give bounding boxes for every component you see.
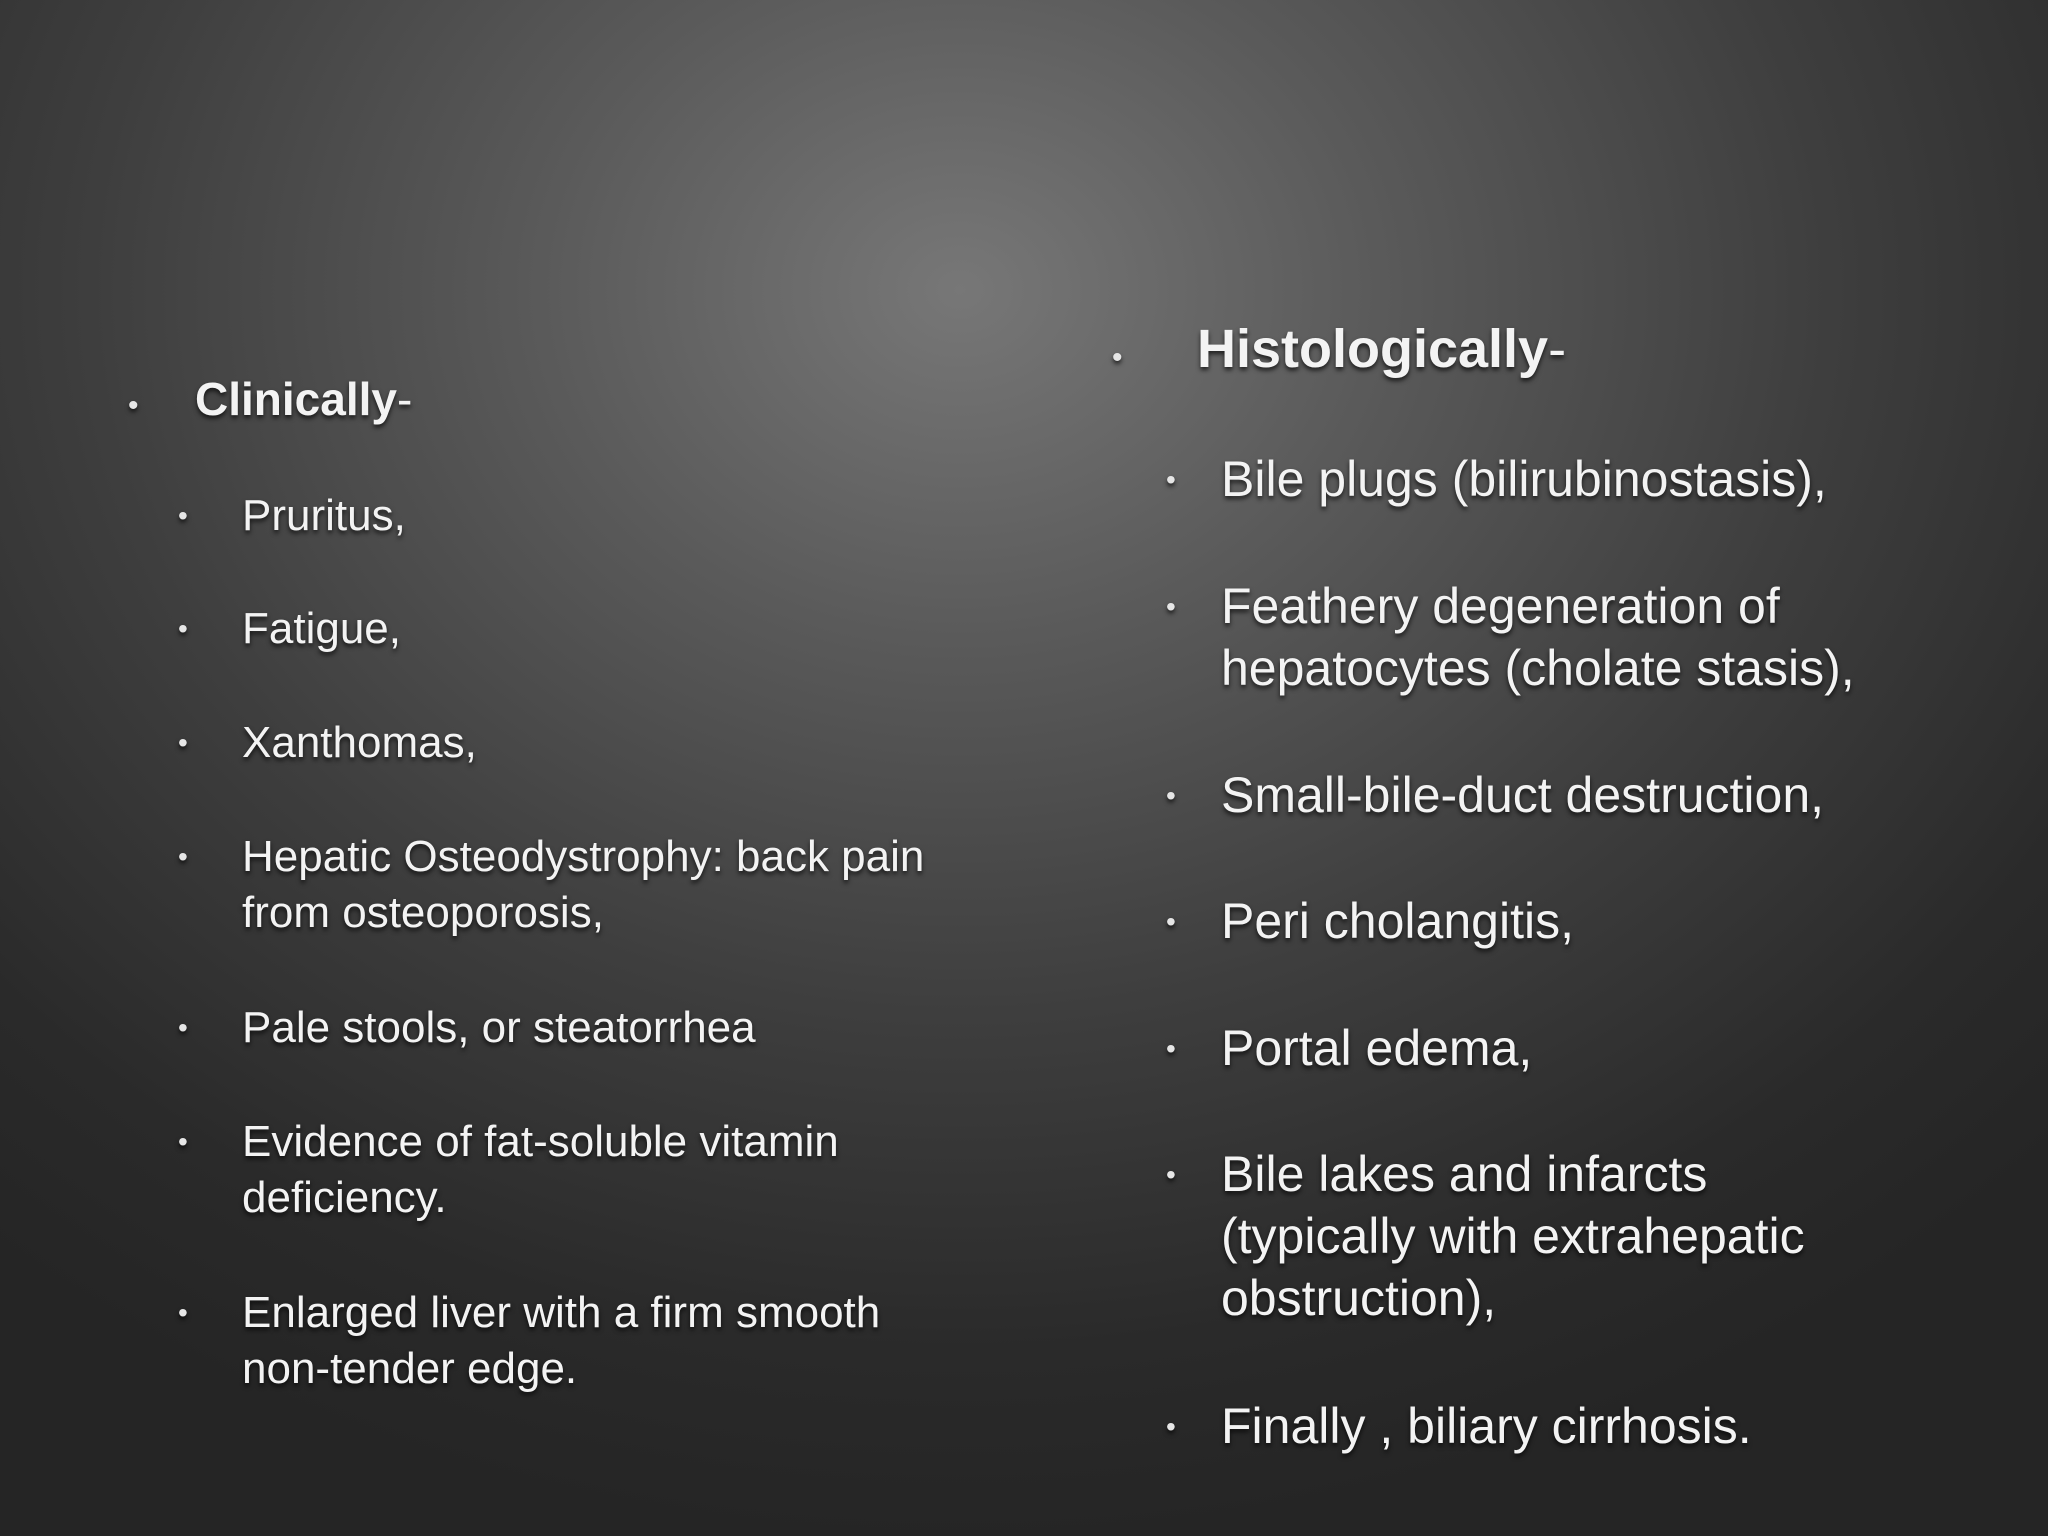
histologically-heading: [1112, 318, 1566, 380]
clinically-heading: [128, 372, 412, 426]
bullet-icon: •: [178, 727, 188, 758]
histology-item-text: Portal edema,: [1221, 1020, 1533, 1076]
clinical-item-text: Evidence of fat-soluble vitamin deficiency.: [242, 1117, 839, 1222]
bullet-icon: •: [1166, 591, 1176, 622]
bullet-icon: •: [178, 500, 188, 531]
clinical-list-item: [178, 1114, 839, 1226]
histology-list-item: [1166, 764, 1824, 828]
histology-item-text: Finally , biliary cirrhosis.: [1221, 1398, 1752, 1454]
bullet-icon: •: [178, 1297, 188, 1328]
bullet-icon: •: [1166, 464, 1176, 495]
clinical-list-item: [178, 1285, 880, 1397]
bullet-icon: •: [178, 1012, 188, 1043]
histologically-heading-text: Histologically: [1197, 319, 1549, 379]
clinical-list-item: [178, 715, 477, 771]
bullet-icon: •: [178, 613, 188, 644]
clinical-list-item: [178, 488, 406, 544]
clinical-item-text: Hepatic Osteodystrophy: back pain from osteoporosis,: [242, 832, 925, 937]
clinical-item-text: Enlarged liver with a firm smooth non-tender edge.: [242, 1288, 881, 1393]
histology-list-item: [1166, 890, 1574, 954]
bullet-icon: •: [178, 841, 188, 872]
bullet-icon: •: [1112, 341, 1123, 374]
bullet-icon: •: [1166, 1159, 1176, 1190]
histology-list-item: [1166, 1395, 1752, 1459]
clinical-list-item: [178, 1000, 756, 1056]
histology-item-text: Feathery degeneration of hepatocytes (cholate stasis),: [1221, 578, 1855, 696]
clinical-item-text: Fatigue,: [242, 604, 401, 653]
histology-item-text: Peri cholangitis,: [1221, 893, 1574, 949]
histology-item-text: Small-bile-duct destruction,: [1221, 767, 1825, 823]
histology-list-item: [1166, 575, 1855, 699]
bullet-icon: •: [1166, 906, 1176, 937]
histology-item-text: Bile lakes and infarcts (typically with extrahepatic obstruction),: [1221, 1146, 1805, 1326]
clinical-item-text: Xanthomas,: [242, 718, 477, 767]
bullet-icon: •: [1166, 780, 1176, 811]
bullet-icon: •: [128, 389, 139, 422]
bullet-icon: •: [1166, 1411, 1176, 1442]
clinical-item-text: Pale stools, or steatorrhea: [242, 1003, 756, 1052]
histology-item-text: Bile plugs (bilirubinostasis),: [1221, 451, 1827, 507]
clinical-list-item: [178, 829, 924, 941]
clinically-heading-text: Clinically: [195, 373, 397, 425]
clinical-item-text: Pruritus,: [242, 491, 406, 540]
histologically-heading-dash: -: [1548, 319, 1567, 379]
histology-list-item: [1166, 1017, 1532, 1081]
histology-list-item: [1166, 448, 1827, 512]
clinically-heading-dash: -: [396, 373, 413, 425]
bullet-icon: •: [178, 1126, 188, 1157]
clinical-list-item: [178, 601, 401, 657]
histology-list-item: [1166, 1143, 1805, 1329]
bullet-icon: •: [1166, 1033, 1176, 1064]
